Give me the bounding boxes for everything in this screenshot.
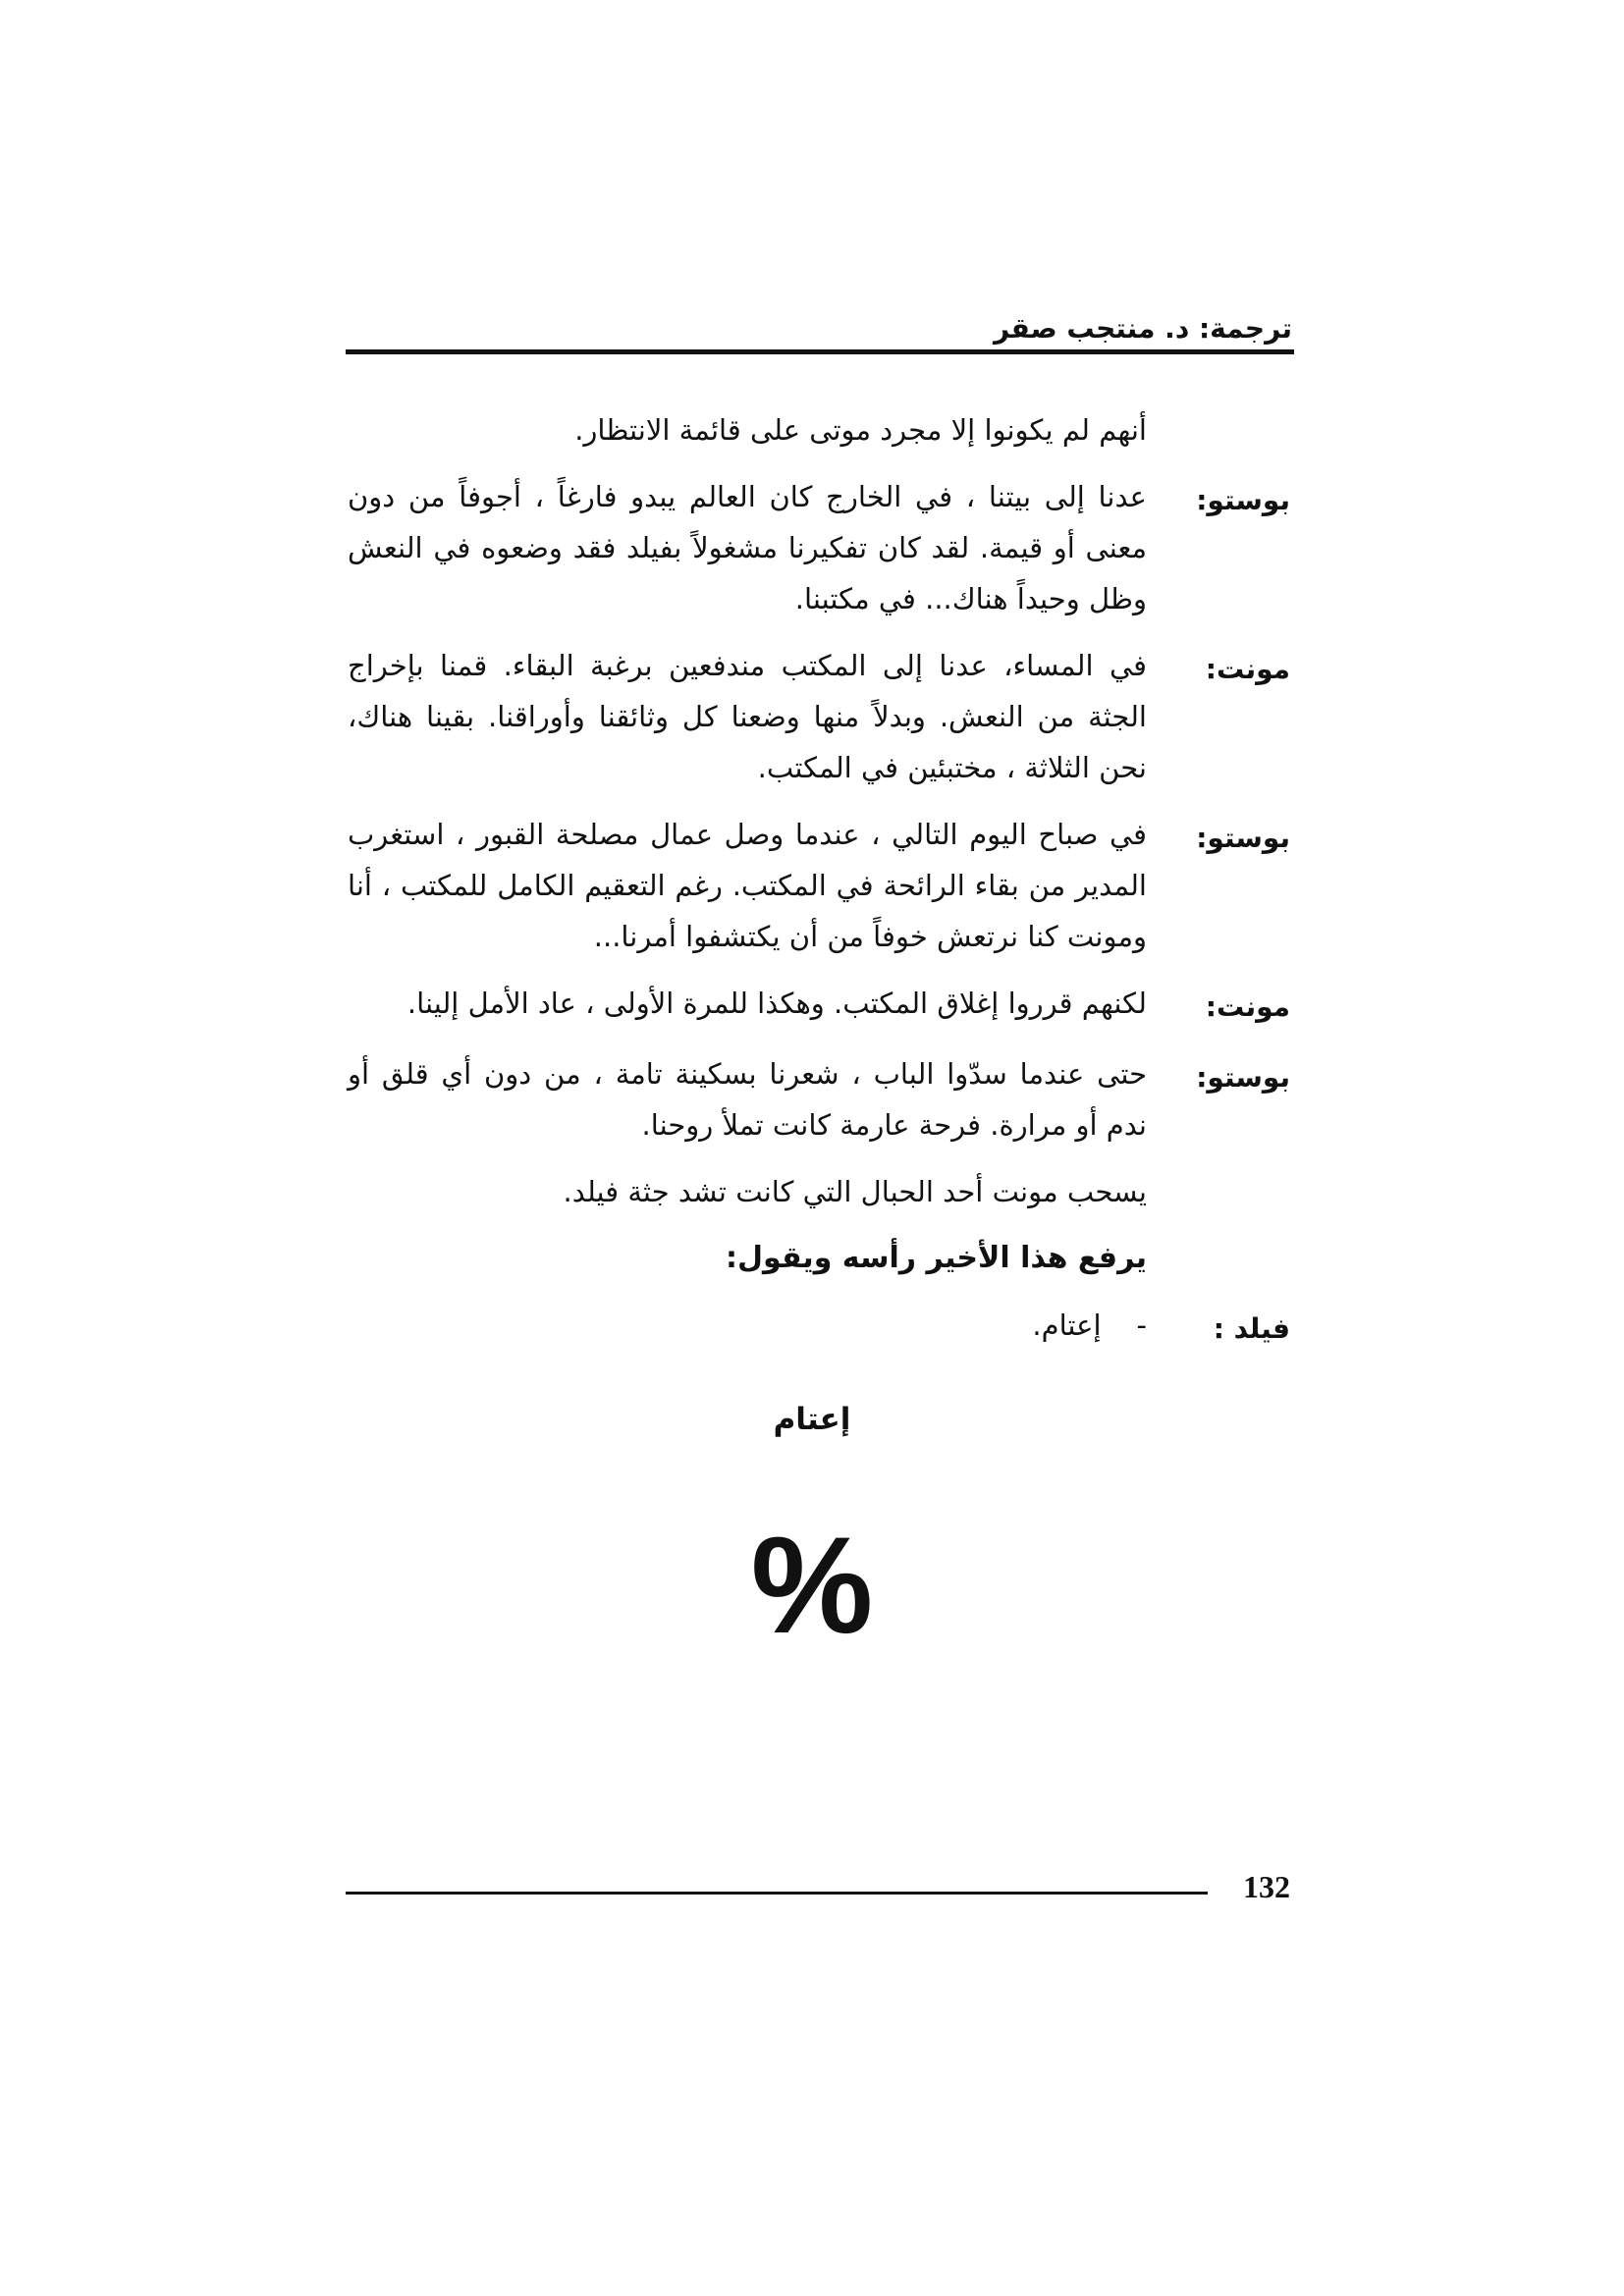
header-rule [346,349,1294,354]
speech-text: حتى عندما سدّوا الباب ، شعرنا بسكينة تامة ، من دون أي قلق أو ندم أو مرارة. فرحة عارمة كانت تملأ روحنا. [348,1057,1147,1142]
speaker-name: بوستو: [1196,822,1290,854]
section-title: إعتام [773,1402,851,1437]
dialogue-block-3 [348,809,1290,962]
play-text [348,404,1290,1370]
speaker-name: مونت: [1205,653,1290,685]
dialogue-block-4 [348,978,1290,1033]
speech-text: عدنا إلى بيتنا ، في الخارج كان العالم يبدو فارغاً ، أجوفاً من دون معنى أو قيمة. لقد كان تفكيرنا مشغولاً بفيلد فقد وضعوه في النعش وظل وحيداً هناك... في مكتبنا. [348,480,1147,615]
dialogue-block-2 [348,640,1290,793]
footer-rule [346,1892,1208,1895]
dialogue-block-1 [348,471,1290,624]
running-header-credit: ترجمة: د. منتجب صقر [994,312,1292,345]
speech-text: في صباح اليوم التالي ، عندما وصل عمال مصلحة القبور ، استغرب المدير من بقاء الرائحة في المكتب. رغم التعقيم الكامل للمكتب ، أنا ومونت كنا نرتعش خوفاً من أن يكتشفوا أمرنا... [348,818,1147,953]
dash-mark: - [1136,1308,1147,1342]
final-line-block [348,1300,1290,1355]
stage-direction-bold: يرفع هذا الأخير رأسه ويقول: [726,1241,1147,1275]
page-number: 132 [1243,1869,1290,1904]
stage-direction: يسحب مونت أحد الحبال التي كانت تشد جثة فيلد. [563,1175,1147,1208]
speech-text: في المساء، عدنا إلى المكتب مندفعين برغبة البقاء. قمنا بإخراج الجثة من النعش. وبدلاً منها وضعنا كل وثائقنا وأوراقنا. بقينا هناك، نحن الثلاثة ، مختبئين في المكتب. [348,649,1147,784]
speech-text: لكنهم قرروا إغلاق المكتب. وهكذا للمرة الأولى ، عاد الأمل إلينا. [406,987,1147,1020]
speaker-name: مونت: [1205,990,1290,1023]
speaker-name: بوستو: [1196,1061,1290,1094]
intro-line: أنهم لم يكونوا إلا مجرد موتى على قائمة الانتظار. [574,413,1147,447]
final-speech-text: إعتام. [1032,1308,1102,1342]
percent-ornament: % [750,1508,874,1662]
speaker-name: فيلد : [1213,1312,1290,1345]
final-speech [348,1300,1147,1355]
dialogue-block-5 [348,1048,1290,1150]
speaker-name: بوستو: [1196,484,1290,516]
